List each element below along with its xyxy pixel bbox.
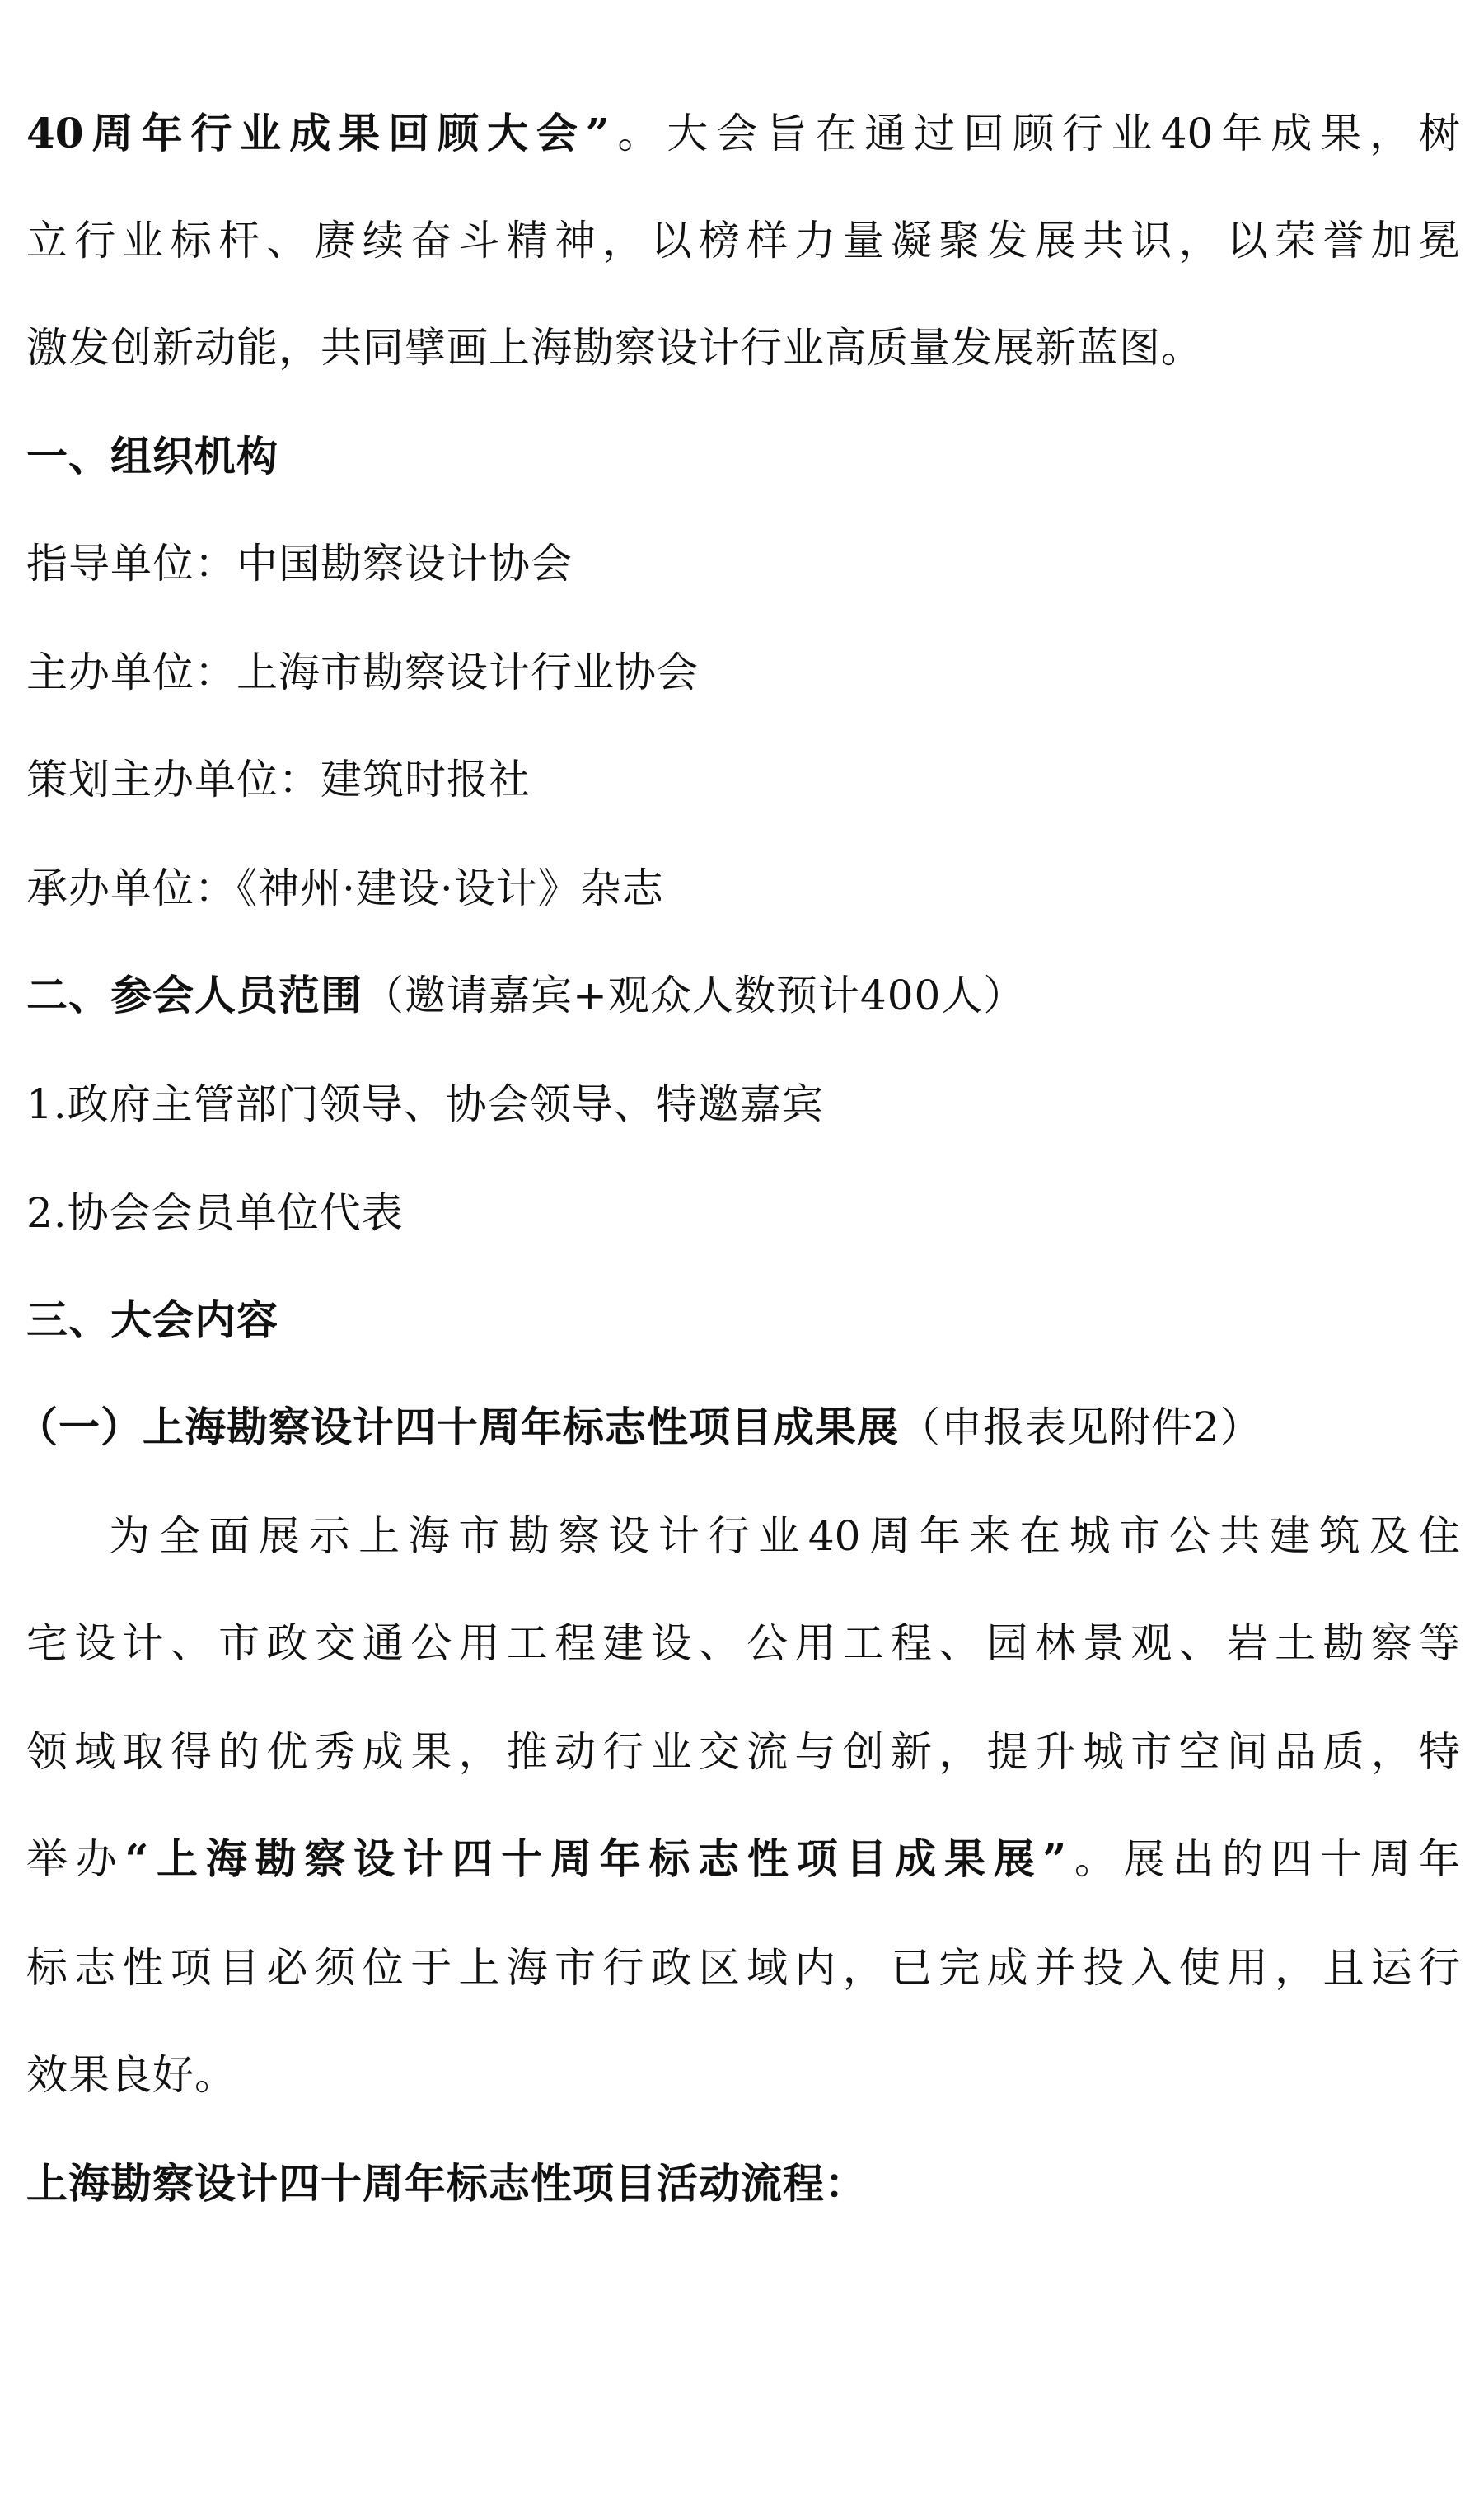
exhibition-para-line-2: 宅设计、市政交通公用工程建设、公用工程、园林景观、岩土勘察等 bbox=[26, 1619, 1460, 1667]
exhibition-para-line-4-rest: 。展出的四十周年 bbox=[1066, 1835, 1460, 1883]
activity-flow-heading: 上海勘察设计四十周年标志性项目活动流程： bbox=[26, 2159, 867, 2208]
section-heading-attendees bbox=[26, 969, 1460, 1022]
attendee-item-2: 2.协会会员单位代表 bbox=[26, 1189, 404, 1237]
intro-line-2: 立行业标杆、赓续奋斗精神，以榜样力量凝聚发展共识，以荣誉加冕 bbox=[26, 217, 1460, 265]
exhibition-heading-text: （一）上海勘察设计四十周年标志性项目成果展 bbox=[16, 1403, 899, 1451]
org-item-organizer: 承办单位：《神州·建设·设计》杂志 bbox=[26, 864, 664, 912]
exhibition-para-line-6: 效果良好。 bbox=[26, 2051, 236, 2099]
section-heading-content: 三、大会内容 bbox=[26, 1295, 278, 1344]
attendees-heading-text: 二、参会人员范围 bbox=[26, 971, 363, 1019]
subsection-heading-exhibition bbox=[16, 1401, 1460, 1454]
org-item-host: 主办单位：上海市勘察设计行业协会 bbox=[26, 649, 699, 696]
intro-line-1 bbox=[26, 107, 1460, 160]
exhibition-para-line-3: 领域取得的优秀成果，推动行业交流与创新，提升城市空间品质，特 bbox=[26, 1728, 1460, 1776]
attendee-item-1: 1.政府主管部门领导、协会领导、特邀嘉宾 bbox=[26, 1080, 824, 1128]
attendees-heading-note: （邀请嘉宾+观众人数预计400人） bbox=[363, 972, 1026, 1019]
exhibition-para-line-1: 为全面展示上海市勘察设计行业40周年来在城市公共建筑及住 bbox=[109, 1512, 1460, 1560]
org-item-guide: 指导单位：中国勘察设计协会 bbox=[26, 540, 573, 588]
exhibition-name-bold: “上海勘察设计四十周年标志性项目成果展” bbox=[124, 1834, 1067, 1883]
exhibition-para-line-5: 标志性项目必须位于上海市行政区域内，已完成并投入使用，且运行 bbox=[26, 1944, 1460, 1992]
exhibition-para-line-4 bbox=[26, 1833, 1460, 1885]
intro-line-1-text: 。大会旨在通过回顾行业40年成果，树 bbox=[609, 110, 1460, 157]
section-heading-organization: 一、组织机构 bbox=[26, 432, 278, 480]
exhibition-heading-note: （申报表见附件2） bbox=[899, 1403, 1262, 1451]
intro-line-3: 激发创新动能，共同擘画上海勘察设计行业高质量发展新蓝图。 bbox=[26, 324, 1203, 372]
intro-event-name: 40周年行业成果回顾大会” bbox=[26, 109, 610, 157]
org-item-planner: 策划主办单位：建筑时报社 bbox=[26, 756, 531, 803]
exhibition-para-line-4-pre: 举办 bbox=[26, 1835, 125, 1883]
